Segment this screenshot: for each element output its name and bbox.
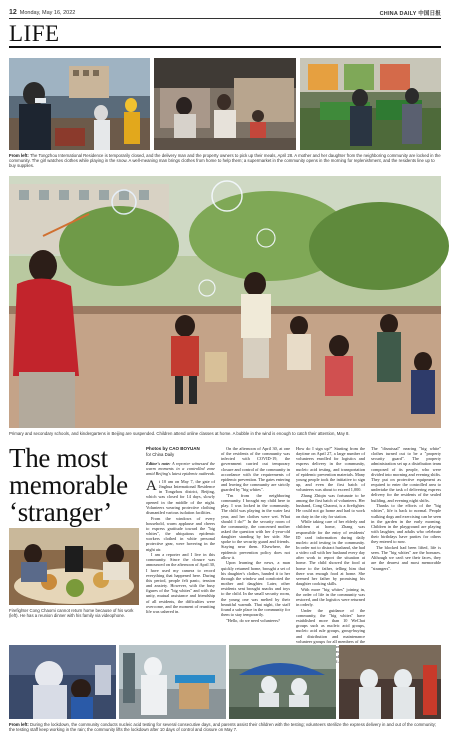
editors-note-label: Editor's note:: [146, 460, 171, 466]
article-paragraph: The "dismissal" nearing "big white" clothes turned out to be a "property security guard". The property administration set up a distribution team composed of its people, who were divided into morning and evening shifts. They put on protective equipment as required to enter the controlled area to undertake the task of delivering express delivery for the residents of the sealed building, and evening night shifts.: [371, 446, 441, 503]
caption-text: Primary and secondary schools, and kindergartens in Beijing are suspended. Children attend online classes at home. A bubble in the wind is enough to catch their attention, May 8.: [9, 431, 350, 436]
lockdown-lifted-photo: [339, 645, 441, 719]
editors-note: [146, 461, 215, 476]
issue-date: Monday, May 16, 2022: [19, 10, 76, 16]
caption-text: Firefighter Cong Chaomi cannot return home because of his work (left). He has a reunion dinner with his family via videophone.: [9, 608, 134, 619]
article-paragraph: "I'm from the neighboring community. I brought my child here to play. I was locked in the community. The child was playing in the water last year, and her clothes were wet. What should I do?" In the security room of the community, the concerned mother asked the question with her 4-year-old daughter standing by her side. She spoke to the security guard and friends. Staying near them. Elsewhere, the epidemic prevention policy does not allow it.: [221, 492, 290, 560]
firefighter-video-call-photo: [9, 528, 139, 605]
children-bubbles-photo: [9, 176, 441, 428]
article-column-2: [221, 446, 290, 633]
section-rule: [9, 46, 441, 48]
dropcap: A: [146, 477, 157, 494]
article-paragraph: Upon learning the news, a man quickly returned home, brought a set of his daughter's clothes, handed it to her through the window and comforted the mother and daughter. Later, other residents sent brought snacks and toys to the child. In the small security room, the young one was melted by their beautiful warmth. That night, the staff found a safe place in the community for them to stay temporarily.: [221, 560, 290, 617]
article-paragraph: The blocked had been lifted, life is seen. The "big whites" are the bonuses. Although we can't see their faces, they are the dearest and most memorable "strangers".: [371, 544, 441, 571]
article-paragraph: "Hello, do we need volunteers?: [226, 617, 280, 623]
page-header: [9, 8, 441, 17]
caption-text: During the lockdown, the community conducts nucleic acid testing for several consecutive days, and parents assist their children with the testing; volunteers sterilize the express delivery in and out of the community; the testing staff keep working in the rain; the community lifts the lockdown after 10 days of control and closure on May 7.: [9, 722, 437, 733]
bottom-photos-caption: [9, 722, 441, 738]
mother-daughter-security-room-photo: [154, 58, 296, 150]
center-photo-caption: [9, 431, 441, 438]
top-photos-caption: [9, 153, 441, 169]
caption-text: The Tongzhou International Residence is temporarily closed, and the delivery man and the property owners to pick up their meals, April 28. A mother and her daughter from the neighboring community are locked in the community. The girl watches clothes while playing in the snow. A well-meaning man brings clothes from home to help them; a supermarket in the community opens in the morning for replenishment, and the residents line up to buy supplies.: [9, 153, 441, 169]
testing-in-rain-photo: [229, 645, 336, 719]
byline: Photos by CAO BOYUAN: [146, 446, 200, 451]
left-photo-caption: [9, 608, 139, 620]
header-rule: [9, 18, 441, 19]
article-paragraph: I am a reporter and I live in this community. Since the closure was announced on the afternoon of April 30, I have used my camera to record everything that happened here. During this period, people felt panic, tension and anxiety. However, with the busy figures of the "big whites" and with the unity, mutual assistance and friendship of all residents, the difficulties were overcome, and the moment of reuniting life was ushered in.: [146, 552, 215, 614]
delivery-guards-photo: [9, 58, 150, 150]
article-paragraph: How do I sign up?" Starting from the daytime on April 27, a large number of volunteers enrolled for logistics and express delivery in the community, nucleic acid testing, and transportation of epidemic prevention materials. Many young people took the initiative to sign up, and even the first batch of volunteers was about to exceed 1,000.: [296, 446, 365, 493]
caption-lead: From left:: [9, 722, 29, 727]
article-paragraph: On the afternoon of April 30, at one of the residents of the community was infected with COVID-19, the government carried out temporary closure and control of the community in accordance with the requirements of epidemic prevention. The gates entering and leaving the community are strictly guarded by "big whites".: [221, 446, 291, 493]
article-column-1: [146, 446, 215, 633]
paper-name: CHINA DAILY 中国日报: [379, 11, 441, 17]
article-column-3: [296, 446, 365, 660]
article-paragraph: From the windows of every household, warm applause and cheers to express gratitude toward the "big whites", the ubiquitous epidemic workers clothed in white personal protective gear, were hovering in the night air.: [146, 515, 215, 552]
editors-note-text: A reporter witnessed the warm moments in a controlled zone amid Beijing's latest epidemic outbreak.: [146, 460, 215, 476]
article-paragraph: At 10 am on May 7, the gate of Jinghua International Residence in Tongzhou district, Beijing, which was closed for 14 days, slowly opened in the middle of the night. Volunteers wearing protective clothing dismantled various isolation facilities.: [146, 477, 215, 515]
caption-lead: From left:: [9, 153, 29, 158]
volunteer-sterilize-photo: [119, 645, 226, 719]
page-number: 12: [9, 9, 17, 16]
article-paragraph: Under the guidance of the community, the "big whites" have established more than 10 WeChat groups such as nucleic acid groups, nucleic acid rule groups, group-buying and distribution and maintenance volunteer groups for all members of the and: [296, 607, 365, 660]
section-title: LIFE: [9, 21, 60, 46]
article-column-4: [371, 446, 441, 633]
byline-source: for China Daily: [146, 452, 175, 457]
headline: The most memorable ‘stranger’: [9, 443, 128, 527]
paper-name-cn: 中国日报: [418, 11, 441, 17]
article-paragraph: Thanks to the efforts of the "big whites", life is back to normal. People walking dogs and exercising can be seen in the garden in the early morning. Children in the playground are playing with laughter, and adults who celebrate their birthdays have parties for others they entered to now.: [371, 503, 441, 545]
article-paragraph: With more "big whites" joining in, the order of life in the community was restored, and the logistics were returned in orderly.: [296, 586, 365, 608]
nucleic-acid-test-photo: [9, 645, 116, 719]
article-paragraph: While taking care of her elderly and children at home, Zhang was responsible for the entry of residents' ID card information during daily nucleic acid testing in the community. In order not to distract husband, she had a video call with her husband every day after work to report the situation at home. The child showed the food at home to the father, telling him that there was enough food at home. She seemed her father by promising his daughter cooking skills.: [296, 519, 365, 587]
article-paragraph: Zhang Zhiqin was fortunate to be among the first batch of volunteers. Her husband, Cong Chaomi, is a firefighter. He could not go home and had to work on duty in the city for station.: [296, 492, 365, 519]
page-number-date: [9, 9, 75, 16]
supermarket-queue-photo: [300, 58, 441, 150]
